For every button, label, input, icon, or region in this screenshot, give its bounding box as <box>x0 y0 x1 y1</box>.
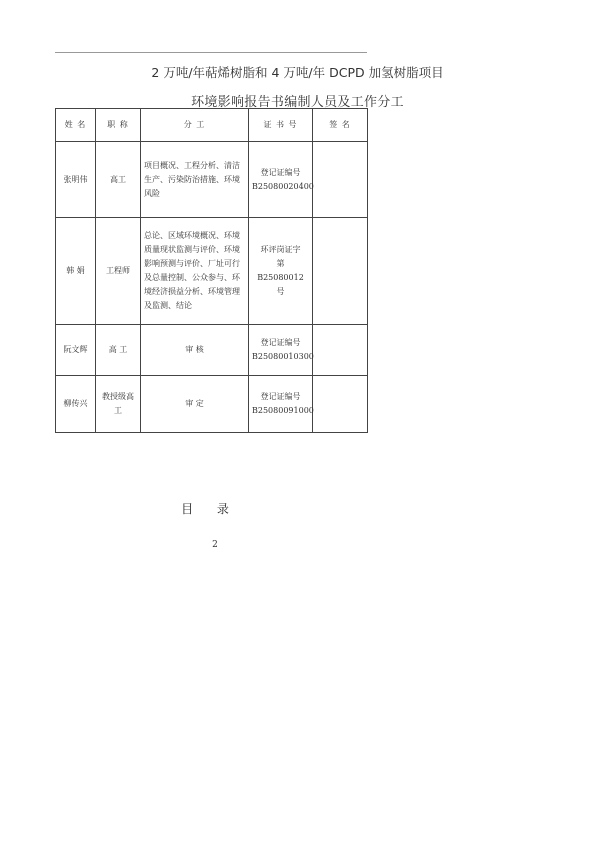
table-row <box>56 142 368 218</box>
header-cert: 证 书 号 <box>249 109 313 142</box>
cell-cert <box>249 325 313 376</box>
cell-sign <box>313 376 368 433</box>
cell-cert <box>249 142 313 218</box>
cell-duty: 审 核 <box>141 325 249 376</box>
cell-duty: 总论、区域环境概况、环境质量现状监测与评价、环境影响预测与评价、厂址可行及总量控制、公众参与、环境经济损益分析、环境管理及监测、结论 <box>141 218 249 325</box>
cell-title: 高工 <box>96 142 141 218</box>
table-row <box>56 325 368 376</box>
cell-title: 高 工 <box>96 325 141 376</box>
cert-number: B25080010300 <box>252 352 314 361</box>
cell-title: 工程师 <box>96 218 141 325</box>
page-number: 2 <box>212 540 218 550</box>
header-title: 职 称 <box>96 109 141 142</box>
cell-duty: 项目概况、工程分析、清洁生产、污染防治措施、环境风险 <box>141 142 249 218</box>
cell-name: 张明伟 <box>56 142 96 218</box>
table-row <box>56 218 368 325</box>
cell-name: 柳传兴 <box>56 376 96 433</box>
cell-name: 阮文辉 <box>56 325 96 376</box>
toc-heading: 目 录 <box>181 502 239 516</box>
table-row <box>56 376 368 433</box>
cell-cert <box>249 376 313 433</box>
cert-label: 登记证编号 <box>260 392 301 401</box>
cert-number: B25080091000 <box>252 406 314 415</box>
cell-sign <box>313 142 368 218</box>
cell-name: 韩 娟 <box>56 218 96 325</box>
staff-table <box>55 108 368 433</box>
cert-label: 登记证编号 <box>260 338 301 347</box>
table-header-row <box>56 109 368 142</box>
document-title: 2 万吨/年萜烯树脂和 4 万吨/年 DCPD 加氢树脂项目 <box>151 65 444 80</box>
cell-title: 教授级高工 <box>96 376 141 433</box>
cell-cert <box>249 218 313 325</box>
header-duty: 分 工 <box>141 109 249 142</box>
cert-label: 环评岗证字 <box>260 245 301 254</box>
header-name: 姓 名 <box>56 109 96 142</box>
header-sign: 签 名 <box>313 109 368 142</box>
cert-label: 登记证编号 <box>260 167 301 177</box>
header-rule <box>55 52 367 53</box>
cell-sign <box>313 325 368 376</box>
cert-number: 第 B25080012 号 <box>257 259 304 296</box>
cell-sign <box>313 218 368 325</box>
table-title: 环境影响报告书编制人员及工作分工 <box>191 95 404 110</box>
cert-number: B25080020400 <box>252 181 314 191</box>
cell-duty: 审 定 <box>141 376 249 433</box>
